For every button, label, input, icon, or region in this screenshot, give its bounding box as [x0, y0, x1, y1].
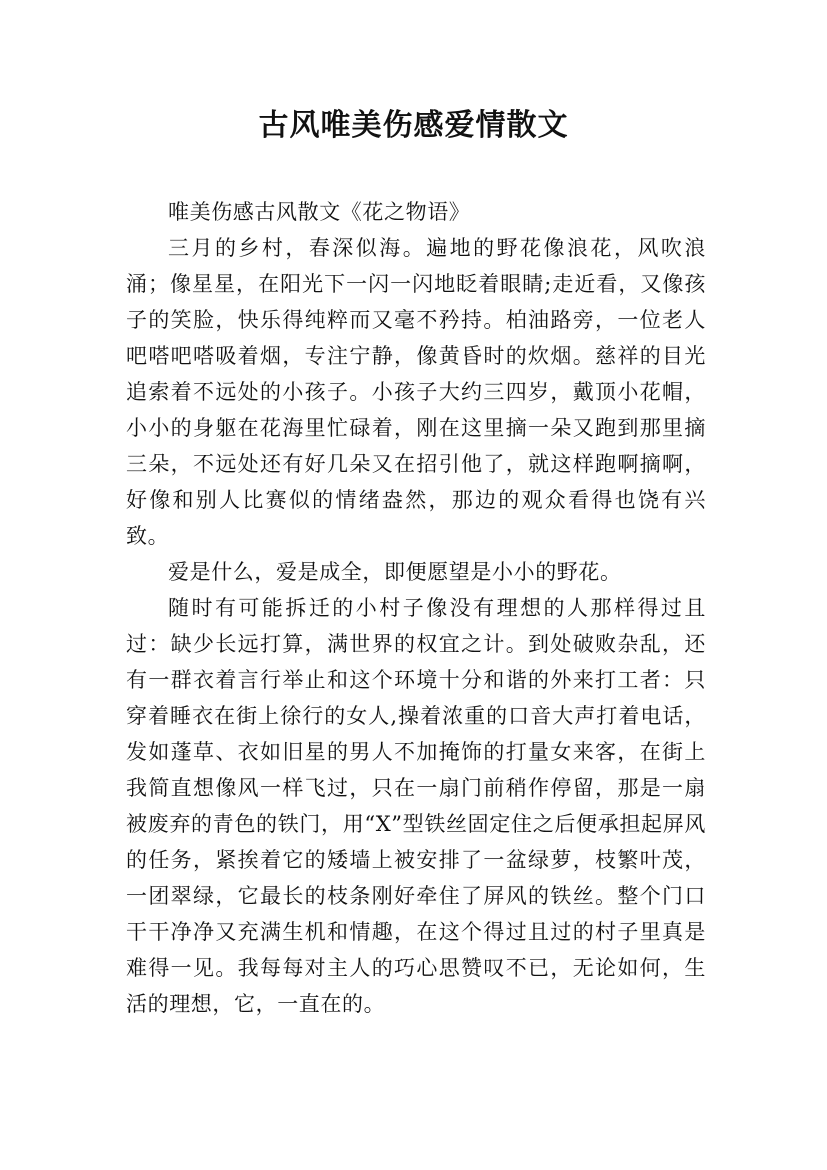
document-title: 古风唯美伤感爱情散文: [258, 108, 569, 143]
document-body: [126, 194, 706, 1022]
paragraph-1: 三月的乡村，春深似海。遍地的野花像浪花，风吹浪涌；像星星，在阳光下一闪一闪地眨着眼睛;走近看，又像孩子的笑脸，快乐得纯粹而又毫不矜持。柏油路旁，一位老人吧嗒吧嗒吸着烟，专注宁静，像黄昏时的炊烟。慈祥的目光追索着不远处的小孩子。小孩子大约三四岁，戴顶小花帽，小小的身躯在花海里忙碌着，刚在这里摘一朵又跑到那里摘三朵，不远处还有好几朵又在招引他了，就这样跑啊摘啊，好像和别人比赛似的情绪盎然，那边的观众看得也饶有兴致。: [126, 236, 706, 548]
essay-subtitle: 唯美伤感古风散文《花之物语》: [168, 200, 471, 224]
paragraph-2: 爱是什么，爱是成全，即便愿望是小小的野花。: [168, 560, 622, 584]
paragraph-3: 随时有可能拆迁的小村子像没有理想的人那样得过且过：缺少长远打算，满世界的权宜之计。到处破败杂乱，还有一群衣着言行举止和这个环境十分和谐的外来打工者：只穿着睡衣在街上徐行的女人,操着浓重的口音大声打着电话，发如蓬草、衣如旧星的男人不加掩饰的打量女来客，在街上我简直想像风一样飞过，只在一扇门前稍作停留，那是一扇被废弃的青色的铁门，用“X”型铁丝固定住之后便承担起屏风的任务，紧挨着它的矮墙上被安排了一盆绿萝，枝繁叶茂，一团翠绿，它最长的枝条刚好牵住了屏风的铁丝。整个门口干干净净又充满生机和情趣，在这个得过且过的村子里真是难得一见。我每每对主人的巧心思赞叹不已，无论如何，生活的理想，它，一直在的。: [126, 596, 706, 1016]
